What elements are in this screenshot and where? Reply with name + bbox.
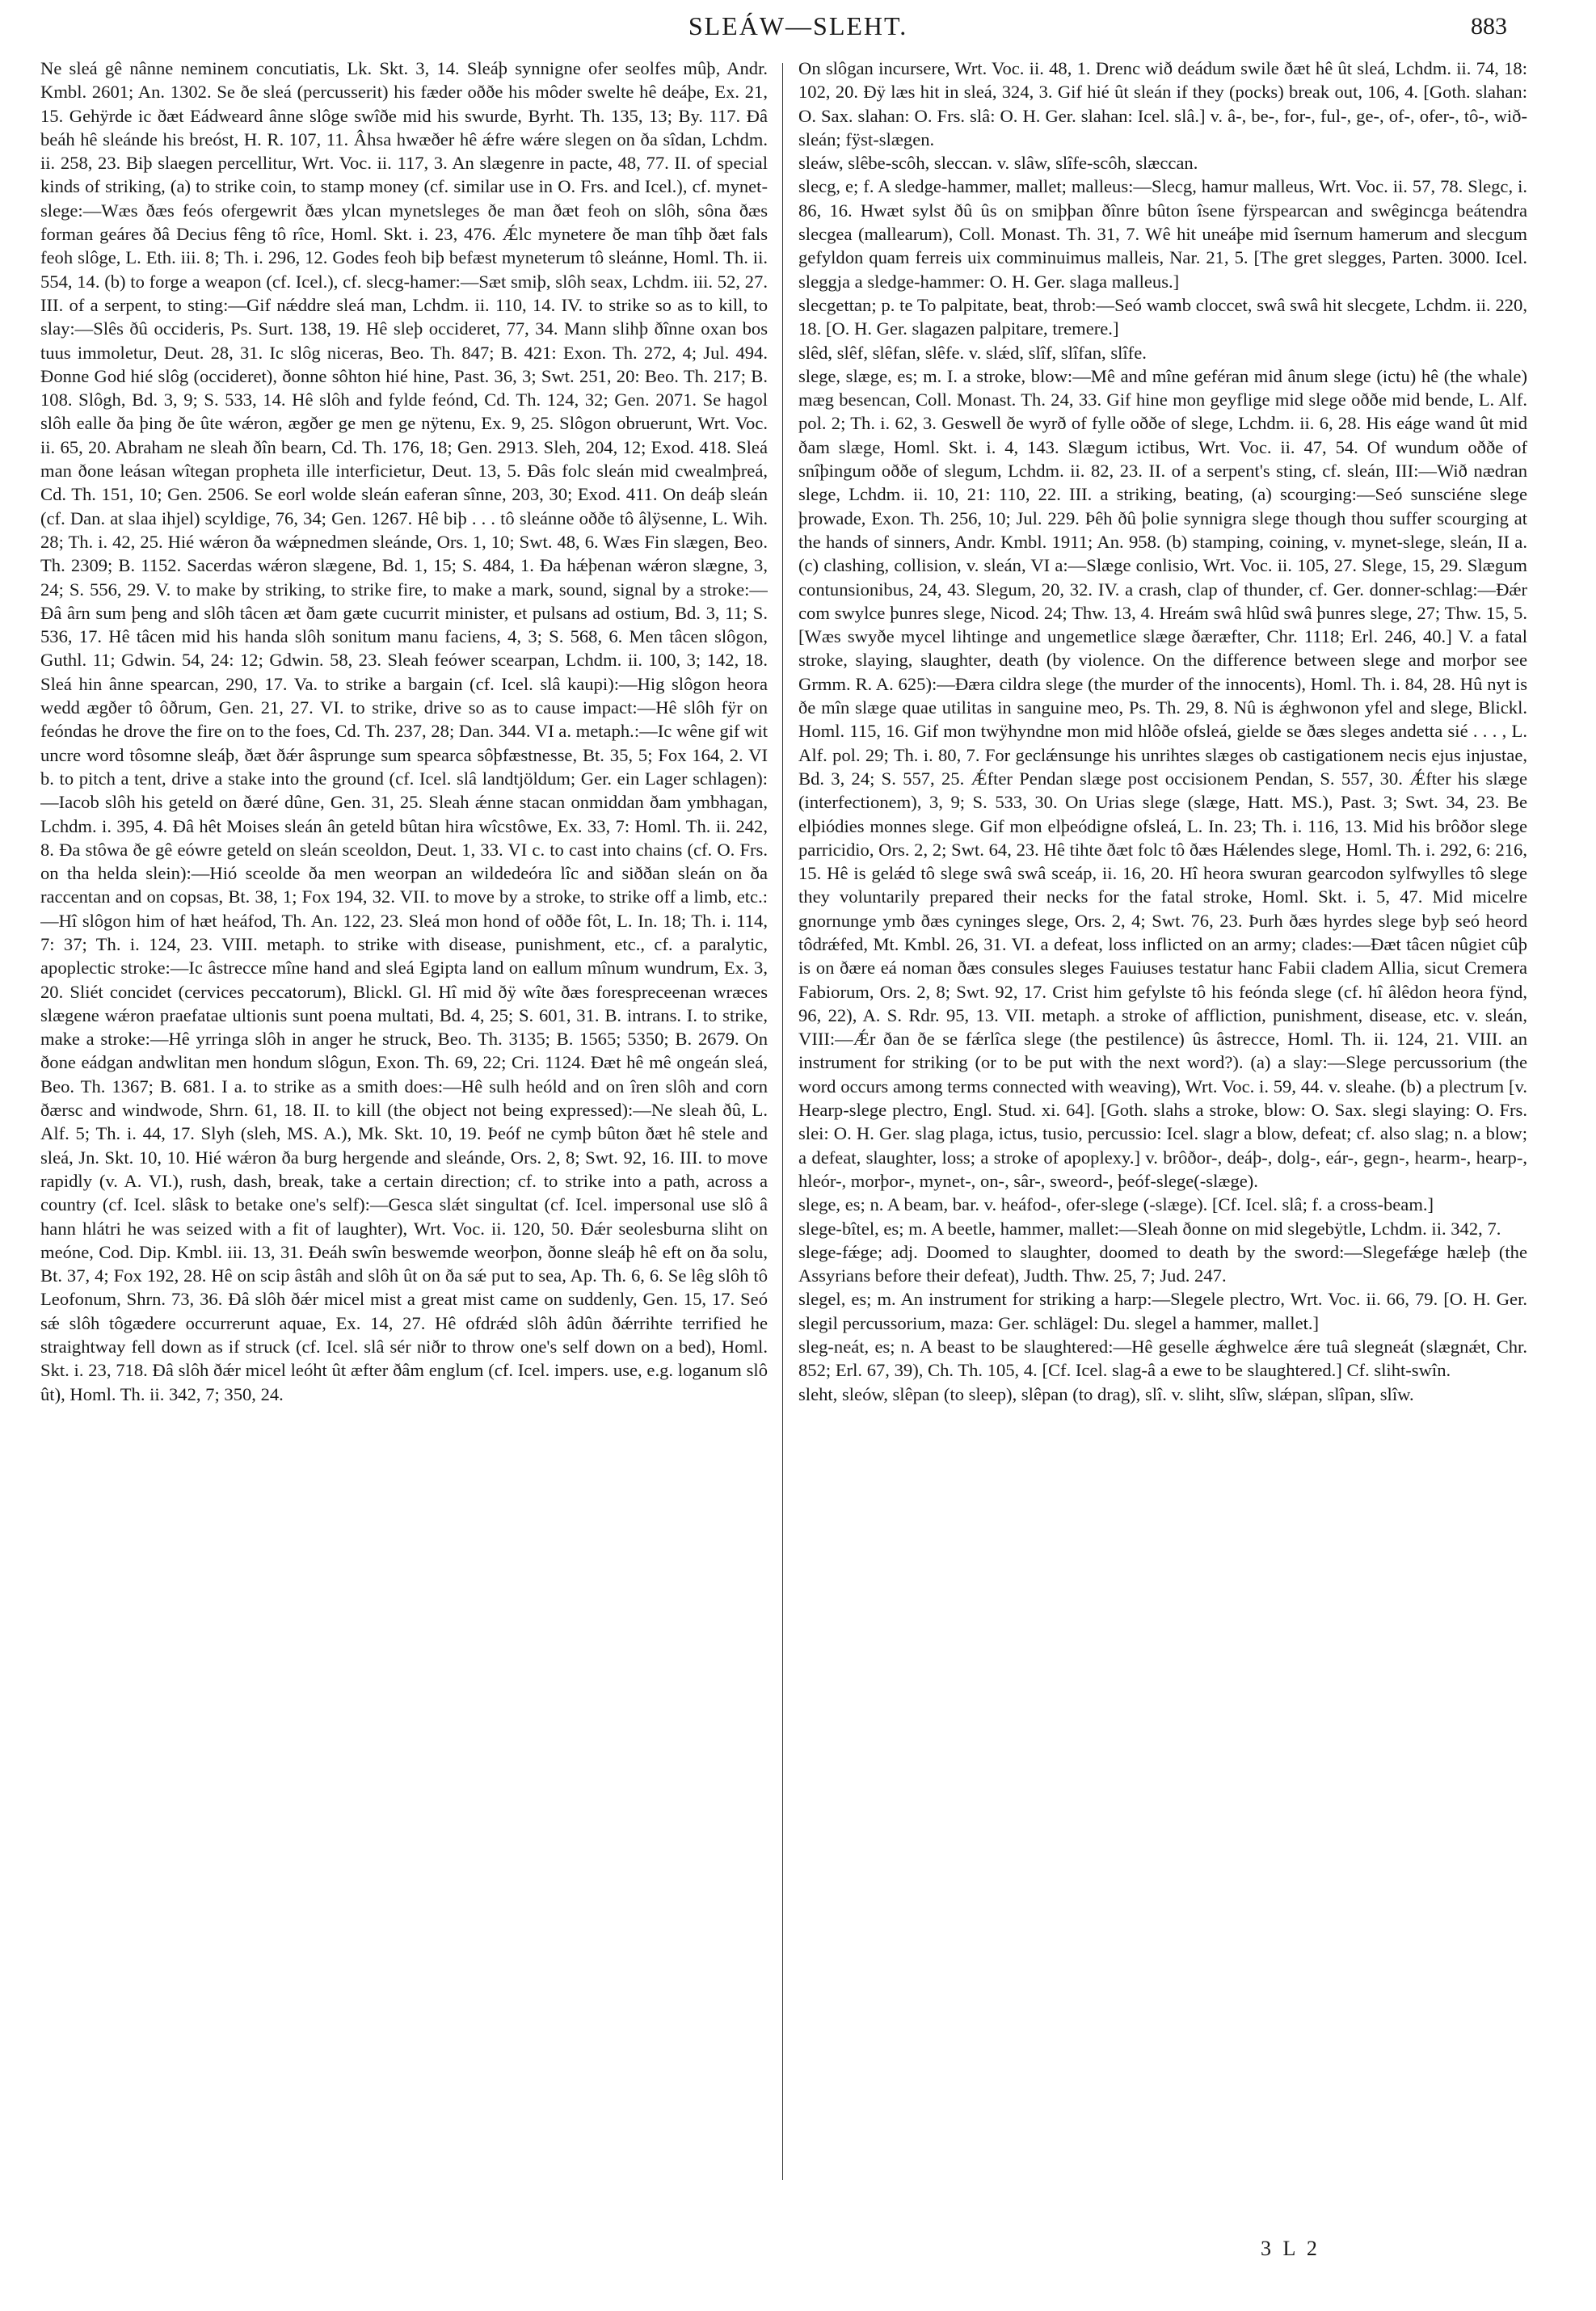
entry-sleaw: sleáw, slêbe-scôh, sleccan. v. slâw, slîfe-scôh, slæccan. [798, 153, 1198, 174]
entry-slege-bitel: slege-bîtel, es; m. A beetle, hammer, mallet:—Sleah ðonne on mid slegebÿtle, Lchdm. ii. 342, 7. [798, 1218, 1501, 1239]
entry-sleht: sleht, sleów, slêpan (to sleep), slêpan (to drag), slî. v. sliht, slîw, slǽpan, slîpan, slîw. [798, 1383, 1414, 1404]
entry-paragraph: On slôgan incursere, Wrt. Voc. ii. 48, 1. Drenc wið deádum swile ðæt hê ût sleá, Lchdm. ii. 74, 18: 102, 20. Ðÿ læs hit in sleá, 324, 3. Gif hié ût sleán if they (pocks) break out, 106, 4. [Goth. slahan: O. Sax. slahan: O. Frs. slâ: O. H. Ger. slahan: Icel. slâ.] v. â-, be-, for-, ful-, ge-, of-, ofer-, tô-, wið-sleán; fÿst-slægen. [798, 58, 1527, 149]
entry-slegel: slegel, es; m. An instrument for striking a harp:—Slegele plectro, Wrt. Voc. ii. 66, 79. [O. H. Ger. slegil percussorium, maza: Ger. schlägel: Du. slegel a hammer, mallet.] [798, 1289, 1527, 1333]
entry-slecg: slecg, e; f. A sledge-hammer, mallet; malleus:—Slecg, hamur malleus, Wrt. Voc. ii. 57, 78. Slegc, i. 86, 16. Hwæt sylst ðû ûs on smiþþan ðînre bûton îsene fÿrspearcan and swêgincga beátendra slecgea (mallearum), Coll. Monast. Th. 31, 7. Wê hit uneáþe mid îsernum hamerum and slecgum gefyldon quam ferreis uix comminuimus malleis, Nar. 21, 5. [The gret slegges, Parten. 3000. Icel. sleggja a sledge-hammer: O. H. Ger. slaga malleus.] [798, 176, 1527, 292]
entry-slege: slege, slæge, es; m. I. a stroke, blow:—Mê and mîne geféran mid ânum slege (ictu) hê (the whale) mæg besencan, Coll. Monast. Th. 24, 33. Gif hine mon geyflige mid slege oððe mid bende, L. Alf. pol. 2; Th. i. 62, 3. Geswell ðe wyrð of fylle oððe of slege, Lchdm. ii. 6, 28. His eáge wand ût mid ðam slæge, Homl. Skt. i. 4, 143. Slægum ictibus, Wrt. Voc. ii. 47, 54. Of wundum oððe of snîþingum oððe of slegum, Lchdm. ii. 82, 23. II. of a serpent's sting, cf. sleán, III:—Wið nædran slege, Lchdm. ii. 10, 21: 110, 22. III. a striking, beating, (a) scourging:—Seó sunsciéne slege þrowade, Exon. Th. 256, 10; Jul. 229. Þêh ðû þolie synnigra slege though thou suffer scourging at the hands of sinners, Andr. Kmbl. 1911; An. 958. (b) stamping, coining, v. mynet-slege, sleán, II a. (c) clashing, collision, v. sleán, VI a:—Slæge conlisio, Wrt. Voc. ii. 105, 27. Slege, 15, 29. Slægum contunsionibus, 24, 43. Slegum, 20, 32. IV. a crash, clap of thunder, cf. Ger. donner-schlag:—Ðǽr com swylce þunres slege, Nicod. 24; Thw. 13, 4. Hreám swâ hlûd swâ þunres slege, 27; Thw. 15, 5. [Wæs swyðe mycel lihtinge and ungemetlice slæge ðæræfter, Chr. 1118; Erl. 246, 40.] V. a fatal stroke, slaying, slaughter, death (by violence. On the difference between slege and morþor see Grmm. R. A. 625):—Ðæra cildra slege (the murder of the innocents), Homl. Th. i. 84, 28. Hû nyt is ðe mîn slæge quae utilitas in sanguine meo, Ps. Th. 29, 8. Nû is ǽghwonon yfel and slege, Blickl. Homl. 115, 16. Gif mon twÿhyndne mon mid hlôðe ofsleá, gielde se ðæs sleges andetta sié . . . , L. Alf. pol. 29; Th. i. 80, 7. For geclǽnsunge his unrihtes slæges ob castigationem necis ejus injustae, Bd. 3, 24; S. 557, 25. Ǽfter Pendan slæge post occisionem Pendan, S. 557, 30. Ǽfter his slæge (interfectionem), 3, 9; S. 533, 30. On Urias slege (slæge, Hatt. MS.), Past. 3; Swt. 34, 23. Be elþiódies monnes slege. Gif mon elþeódigne ofsleá, L. In. 23; Th. i. 116, 13. Mid his brôðor slege parricidio, Ors. 2, 2; Swt. 64, 23. Hê tihte ðæt folc tô ðæs Hǽlendes slege, Homl. Th. i. 292, 6: 216, 15. Hê is gelǽd tô slege swâ swâ sceáp, ii. 16, 20. Hî heora swuran gearcodon sylfwylles tô slege they voluntarily prepared their necks for the fatal stroke, Homl. Skt. i. 5, 47. Mid micelre gnornunge ymb ðæs cyninges slege, Ors. 2, 4; Swt. 76, 23. Þurh ðæs hyrdes slege byþ seó heord tôdrǽfed, Mt. Kmbl. 26, 31. VI. a defeat, loss inflicted on an army; clades:—Ðæt tâcen nûgiet cûþ is on ðære eá noman ðæs consules sleges Fauiuses testatur hanc Fabii cladem Allia, sicut Cremera Fabiorum, Ors. 2, 8; Swt. 92, 17. Crist him gefylste tô his feónda slege (cf. hî âlêdon heora fÿnd, 96, 22), A. S. Rdr. 95, 13. VII. metaph. a stroke of affliction, punishment, disease, etc. v. sleán, VIII:—Ǽr ðan ðe se fǽrlîca slege (the pestilence) ûs âstrecce, Homl. Th. ii. 124, 21. VIII. an instrument for striking (or to be put with the next word?). (a) a slay:—Slege percussorium (the word occurs among terms connected with weaving), Wrt. Voc. i. 59, 44. v. sleahe. (b) a plectrum [v. Hearp-slege plectro, Engl. Stud. xi. 64]. [Goth. slahs a stroke, blow: O. Sax. slegi slaying: O. Frs. slei: O. H. Ger. slag plaga, ictus, tusio, percussio: Icel. slagr a blow, defeat; cf. also slag; n. a blow; a defeat, slaughter, loss; a stroke of apoplexy.] v. brôðor-, deáþ-, dolg-, eár-, gegn-, hearm-, hearp-, hleór-, morþor-, mynet-, on-, sâr-, sweord-, þeóf-slege(-slæge). [798, 365, 1527, 1191]
page-header [89, 11, 1507, 44]
entry-slege-beam: slege, es; n. A beam, bar. v. heáfod-, ofer-slege (-slæge). [Cf. Icel. slâ; f. a cross-beam.] [798, 1194, 1434, 1215]
entry-slege-faege: slege-fǽge; adj. Doomed to slaughter, doomed to death by the sword:—Slegefǽge hæleþ (the Assyrians before their defeat), Judth. Thw. 25, 7; Jud. 247. [798, 1241, 1527, 1286]
right-column [798, 57, 1527, 2222]
running-head: SLEÁW—SLEHT. [688, 11, 908, 40]
entry-slecgettan: slecgettan; p. te To palpitate, beat, throb:—Seó wamb cloccet, swâ swâ hit slecgete, Lchdm. ii. 220, 18. [O. H. Ger. slagazen palpitare, tremere.] [798, 294, 1527, 339]
left-column [40, 57, 768, 2222]
column-rule [782, 63, 783, 2180]
entry-sleg-neat: sleg-neát, es; n. A beast to be slaughtered:—Hê geselle ǽghwelce ǽre tuâ slegneát (slægnǽt, Chr. 852; Erl. 67, 39), Ch. Th. 105, 4. [Cf. Icel. slag-â a ewe to be slaughtered.] Cf. sliht-swîn. [798, 1337, 1527, 1381]
signature-mark: 3 L 2 [1261, 2237, 1320, 2260]
entry-sled: slêd, slêf, slêfan, slêfe. v. slǽd, slîf, slîfan, slîfe. [798, 342, 1147, 363]
page-number: 883 [1471, 13, 1507, 40]
entry-paragraph: Ne sleá gê nânne neminem concutiatis, Lk. Skt. 3, 14. Sleáþ synnigne ofer seolfes mûþ, Andr. Kmbl. 2601; An. 1302. Se ðe sleá (percusserit) his fæder oððe his môder swelte hê deáþe, Ex. 21, 15. Gehÿrde ic ðæt Eádweard ânne slôge swîðe mid his swurde, Byrht. Th. 135, 13; By. 117. Ðâ beáh hê sleánde his breóst, H. R. 107, 11. Âhsa hwæðer hê ǽfre wǽre slegen on ða sîdan, Lchdm. ii. 258, 23. Biþ slaegen percellitur, Wrt. Voc. ii. 117, 3. An slægenre in pacte, 48, 77. II. of special kinds of striking, (a) to strike coin, to stamp money (cf. similar use in O. Frs. and Icel.), cf. mynet-slege:—Wæs ðæs feós ofergewrit ðæs ylcan mynetsleges ðe man ðæt feoh on slôh, sôna ðæs forman geáres ðâ Decius fêng tô rîce, Homl. Skt. i. 23, 476. Ǽlc mynetere ðe man tîhþ ðæt fals feoh slôge, L. Eth. iii. 8; Th. i. 296, 12. Godes feoh biþ befæst myneterum tô sleánne, Homl. Th. ii. 554, 14. (b) to forge a weapon (cf. Icel.), cf. slecg-hamer:—Sæt smiþ, slôh seax, Lchdm. iii. 52, 27. III. of a serpent, to sting:—Gif nǽddre sleá man, Lchdm. ii. 110, 14. IV. to strike so as to kill, to slay:—Slês ðû occideris, Ps. Surt. 138, 19. Hê sleþ occideret, 77, 34. Mann slihþ ðînne oxan bos tuus immoletur, Deut. 28, 31. Ic slôg niceras, Beo. Th. 847; B. 421: Exon. Th. 272, 4; Jul. 494. Ðonne God hié slôg (occideret), ðonne sôhton hié hine, Past. 36, 3; Swt. 251, 20: Beo. Th. 217; B. 108. Slôgh, Bd. 3, 9; S. 533, 14. Hê slôh and fylde feónd, Cd. Th. 124, 32; Gen. 2071. Se hagol slôh ealle ða þing ðe ûte wǽron, ægðer ge men ge nÿtenu, Ex. 9, 25. Slôgon obruerunt, Wrt. Voc. ii. 65, 20. Abraham ne sleah ðîn bearn, Cd. Th. 176, 18; Gen. 2913. Sleh, 204, 12; Exod. 418. Sleá man ðone leásan wîtegan propheta ille interficietur, Deut. 13, 5. Ðâs folc sleán mid cwealmþreá, Cd. Th. 151, 10; Gen. 2506. Se eorl wolde sleán eaferan sînne, 203, 30; Exod. 411. On deáþ sleán (cf. Dan. at slaa ihjel) scyldige, 76, 34; Gen. 1267. Hê biþ . . . tô sleánne oððe tô âlÿsenne, L. Wih. 28; Th. i. 42, 25. Hié wǽron ða wǽpnedmen sleánde, Ors. 1, 10; Swt. 48, 6. Wæs Fin slægen, Beo. Th. 2309; B. 1152. Sacerdas wǽron slægene, Bd. 1, 15; S. 484, 1. Ða hǽþenan wǽron slægne, 3, 24; S. 556, 29. V. to make by striking, to strike fire, to make a mark, sound, signal by a stroke:—Ðâ ârn sum þeng and slôh tâcen æt ðam gæte cucurrit minister, et pulsans ad ostium, Bd. 3, 11; S. 536, 17. Hê tâcen mid his handa slôh sonitum manu faciens, 4, 3; S. 568, 6. Men tâcen slôgon, Guthl. 11; Gdwin. 54, 24: 12; Gdwin. 58, 23. Sleah feówer scearpan, Lchdm. ii. 100, 3; 142, 18. Sleá hin ânne spearcan, 290, 17. Va. to strike a bargain (cf. Icel. slâ kaupi):—Hig slôgon heora wedd ægðer tô ôðrum, Gen. 21, 27. VI. to strike, drive so as to cause impact:—Hê slôh fÿr on feóndas he drove the fire on to the foes, Cd. Th. 237, 28; Dan. 344. VI a. metaph.:—Ic wêne gif wit uncre word tôsomne sleáþ, ðæt ðǽr âsprunge sum spearca sôþfæstnesse, Bt. 35, 5; Fox 164, 2. VI b. to pitch a tent, drive a stake into the ground (cf. Icel. slâ landtjöldum; Ger. ein Lager schlagen):—Iacob slôh his geteld on ðæré dûne, Gen. 31, 25. Sleah ǽnne stacan onmiddan ðam ymbhagan, Lchdm. i. 395, 4. Ðâ hêt Moises sleán ân geteld bûtan hira wîcstôwe, Ex. 33, 7: Homl. Th. ii. 242, 8. Ða stôwa ðe gê eówre geteld on sleán sceoldon, Deut. 1, 33. VI c. to cast into chains (cf. O. Frs. on tha helda slein):—Hió sceolde ða men weorpan an wildedeóra lîc and siððan sleán on ða raccentan and on copsas, Bt. 38, 1; Fox 194, 32. VII. to move by a stroke, to strike off a limb, etc.:—Hî slôgon him of hæt heáfod, Th. An. 122, 23. Sleá mon hond of oððe fôt, L. In. 18; Th. i. 114, 7: 37; Th. i. 124, 23. VIII. metaph. to strike with disease, punishment, etc., cf. a paralytic, apoplectic stroke:—Ic âstrecce mîne hand and sleá Egipta land on eallum mînum wundrum, Ex. 3, 20. Sliét concidet (cervices peccatorum), Blickl. Gl. Hî mid ðÿ wîte ðæs forespreceenan wræces slægene wǽron praefatae ultionis sunt poena multati, Bd. 4, 25; S. 601, 31. B. intrans. I. to strike, make a stroke:—Hê yrringa slôh in anger he struck, Beo. Th. 3135; B. 1565; 5350; B. 2679. On ðone eádgan andwlitan men hondum slôgun, Exon. Th. 69, 22; Cri. 1124. Ðæt hê mê ongeán sleá, Beo. Th. 1367; B. 681. I a. to strike as a smith does:—Hê sulh heóld and on îren slôh and corn ðærsc and windwode, Shrn. 61, 18. II. to kill (the object not being expressed):—Ne sleah ðû, L. Alf. 5; Th. i. 44, 17. Slyh (sleh, MS. A.), Mk. Skt. 10, 19. Þeóf ne cymþ bûton ðæt hê stele and sleá, Jn. Skt. 10, 10. Hié wǽron ða burg hergende and sleánde, Ors. 2, 8; Swt. 92, 16. III. to move rapidly (v. A. VI.), rush, dash, break, take a certain direction; cf. to strike into a path, across a country (cf. Icel. slâsk to betake one's self):—Gesca slǽt singultat (cf. Icel. impersonal use slô â hann hlátri he was seized with a fit of laughter), Wrt. Voc. ii. 120, 50. Ðǽr seolesburna sliht on meóne, Cod. Dip. Kmbl. iii. 13, 31. Ðeáh swîn beswemde weorþon, ðonne sleáþ hê eft on ða solu, Bt. 37, 4; Fox 192, 28. Hê on scip âstâh and slôh ût on ða sǽ put to sea, Ap. Th. 6, 6. Se lêg slôh tô Leofonum, Shrn. 73, 36. Ðâ slôh ðǽr micel mist a great mist came on suddenly, Gen. 15, 17. Seó sǽ slôh tôgædere occurrerunt aquae, Ex. 14, 27. Hê ofdrǽd slôh âdûn ðǽrrihte terrified he straightway fell down as if struck (cf. Icel. slâ sér niðr to throw one's self down on a bed), Homl. Skt. i. 23, 718. Ðâ slôh ðǽr micel leóht ût æfter ðâm englum (cf. Icel. impers. use, e.g. loganum slô ût), Homl. Th. ii. 342, 7; 350, 24. [40, 58, 768, 1404]
